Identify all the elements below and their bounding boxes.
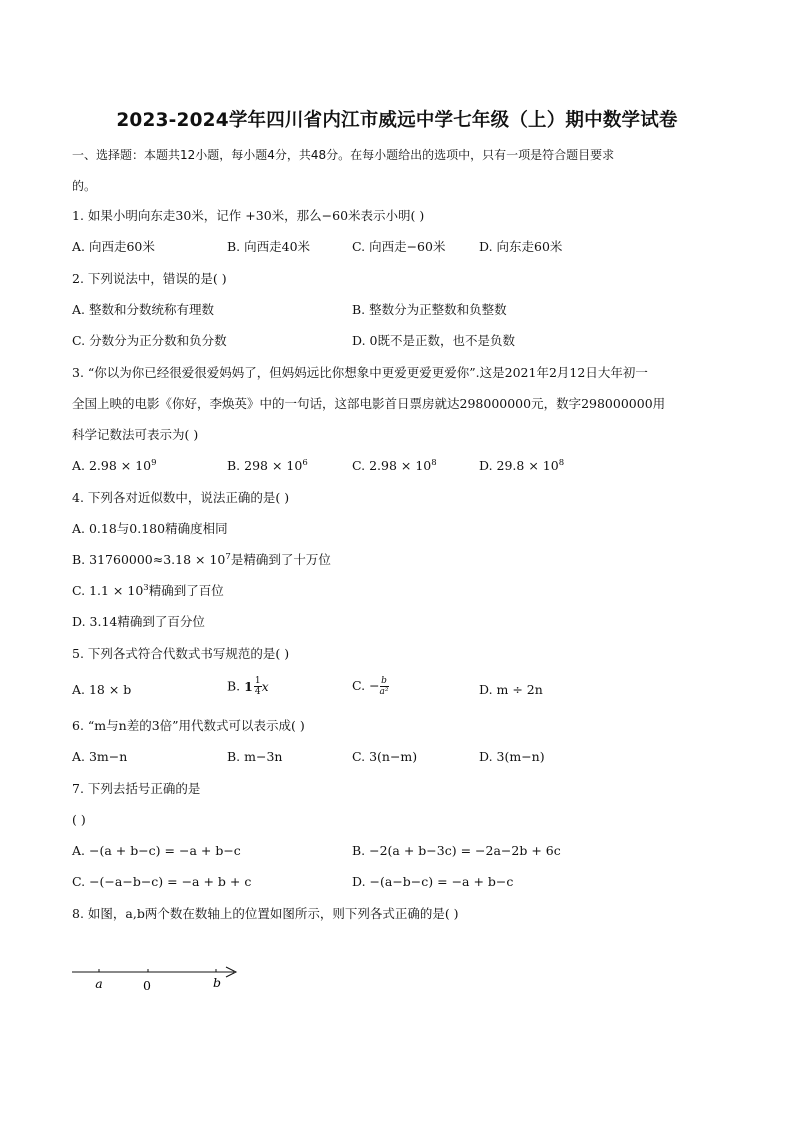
question-1-option-b: B. 向西走40米: [227, 239, 311, 254]
question-5-option-a: A. 18 × b: [72, 682, 132, 697]
question-3-option-a: A. $2.98 \times 10^9$: [72, 458, 157, 473]
question-8-stem: 8. 如图，a,b两个数在数轴上的位置如图所示，则下列各式正确的是( ): [72, 906, 459, 921]
question-3-option-d: D. $29.8 \times 10^8$: [479, 458, 565, 473]
question-1-option-c: C. 向西走−60米: [352, 239, 446, 254]
question-2-option-c: C. 分数分为正分数和负分数: [72, 333, 227, 348]
question-7-option-a: A. −(a + b−c) = −a + b−c: [72, 843, 241, 858]
question-4-option-d: D. 3.14精确到了百分位: [72, 614, 205, 629]
question-2-option-b: B. 整数分为正整数和负整数: [352, 302, 507, 317]
question-5-option-c: C. − $\frac{b}{\text{a²}}$: [352, 676, 389, 697]
label-a: a: [95, 976, 103, 991]
question-3-option-b: B. $298 \times 10^6$: [227, 458, 308, 473]
question-7-answer-paren: ( ): [72, 812, 86, 827]
question-7-option-b: B. −2(a + b−3c) = −2a−2b + 6c: [352, 843, 561, 858]
question-2-option-a: A. 整数和分数统称有理数: [72, 302, 214, 317]
section-instructions-line1: 一、选择题：本题共12小题，每小题4分，共48分。在每小题给出的选项中，只有一项是符合题目要求: [72, 148, 615, 162]
question-7-stem: 7. 下列去括号正确的是: [72, 781, 201, 796]
question-7-option-c: C. −(−a−b−c) = −a + b + c: [72, 874, 252, 889]
question-6-option-a: A. 3m−n: [72, 749, 128, 764]
question-3-option-c: C. $2.98 \times 10^8$: [352, 458, 437, 473]
page-title: 2023-2024学年四川省内江市威远中学七年级（上）期中数学试卷: [116, 110, 678, 131]
question-4-option-c: C. $1.1 \times 10^3$精确到了百位: [72, 583, 224, 598]
question-1-option-a: A. 向西走60米: [72, 239, 155, 254]
question-4-stem: 4. 下列各对近似数中，说法正确的是( ): [72, 490, 290, 505]
question-3-line2: 全国上映的电影《你好，李焕英》中的一句话，这部电影首日票房就达298000000元，数字298000000用: [72, 396, 666, 411]
question-6-option-b: B. m−3n: [227, 749, 283, 764]
question-1-option-d: D. 向东走60米: [479, 239, 563, 254]
question-6-stem: 6. “m与n差的3倍”用代数式可以表示成( ): [72, 718, 305, 733]
label-b: b: [212, 975, 222, 990]
question-5-option-d: D. m ÷ 2n: [479, 682, 543, 697]
label-zero: 0: [143, 978, 151, 993]
question-2-option-d: D. 0既不是正数，也不是负数: [352, 333, 515, 348]
question-6-option-c: C. 3(n−m): [352, 749, 418, 764]
question-4-option-b: B. $31760000\approx 3.18 \times 10^7$是精确到了十万位: [72, 552, 331, 567]
question-6-option-d: D. 3(m−n): [479, 749, 545, 764]
question-3-line3: 科学记数法可表示为( ): [72, 427, 199, 442]
question-1-stem: 1. 如果小明向东走30米，记作 +30米，那么−60米表示小明( ): [72, 208, 425, 223]
question-4-option-a: A. 0.18与0.180精确度相同: [72, 521, 228, 536]
question-2-stem: 2. 下列说法中，错误的是( ): [72, 271, 227, 286]
number-line-figure: [66, 960, 246, 1000]
question-5-option-b: B. 1 $\frac{1}{4}$ x: [227, 676, 269, 697]
question-7-option-d: D. −(a−b−c) = −a + b−c: [352, 874, 514, 889]
question-5-stem: 5. 下列各式符合代数式书写规范的是( ): [72, 646, 290, 661]
question-3-line1: 3. “你以为你已经很爱很爱妈妈了，但妈妈远比你想象中更爱更爱更爱你”.这是2021年2月12日大年初一: [72, 365, 648, 380]
section-instructions-line2: 的。: [72, 179, 97, 193]
